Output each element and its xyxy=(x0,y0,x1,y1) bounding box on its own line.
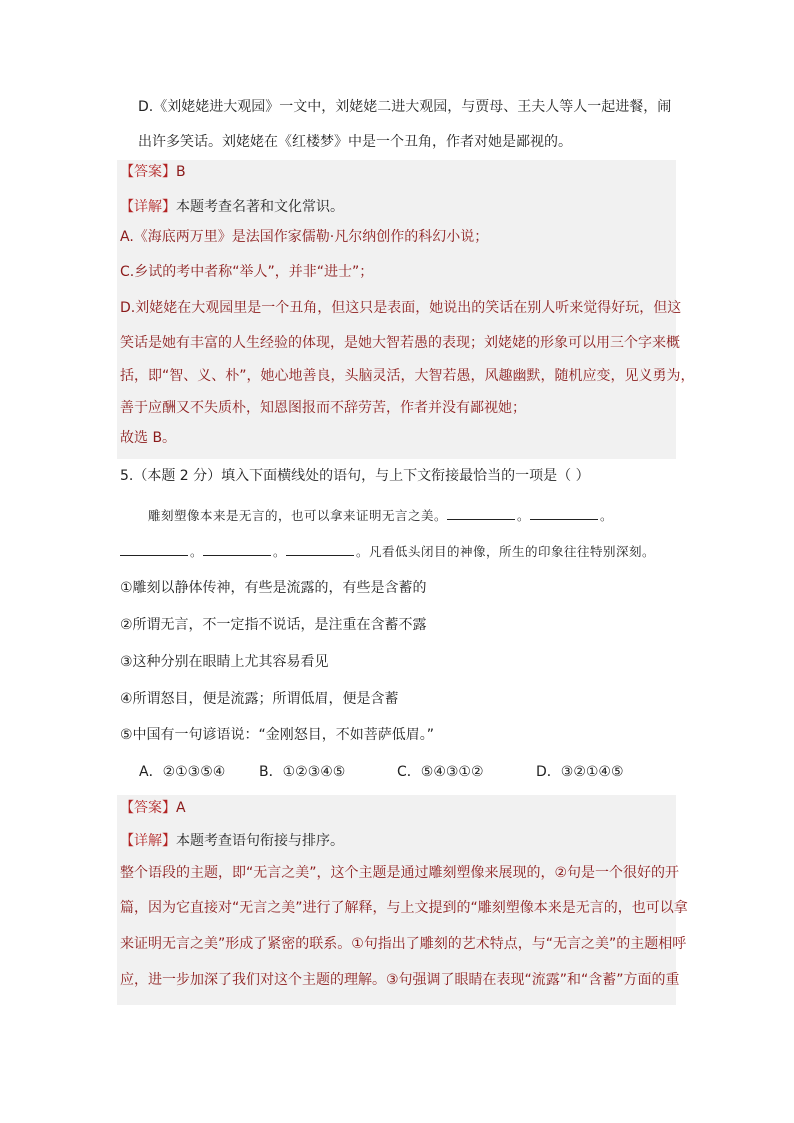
q4-detail-d1: D.刘姥姥在大观园里是一个丑角，但这只是表面，她说出的笑话在别人听来觉得好玩，但这 xyxy=(120,300,682,316)
q5-item-5: ⑤中国有一句谚语说：“金刚怒目，不如菩萨低眉。” xyxy=(120,727,435,743)
q5-choice-d: D．③②①④⑤ xyxy=(536,764,624,780)
q5-choice-c: C．⑤④③①② xyxy=(397,764,484,780)
detail-label: 【详解】 xyxy=(120,833,176,849)
q5-answer-line xyxy=(120,798,186,818)
q5-detail-line xyxy=(120,831,344,851)
q5-passage-line1 xyxy=(148,506,613,526)
q5-item-2: ②所谓无言，不一定指不说话，是注重在含蓄不露 xyxy=(120,617,427,633)
blank-punct: 。 xyxy=(273,544,287,559)
q4-option-d-line1: D.《刘姥姥进大观园》一文中，刘姥姥二进大观园，与贾母、王夫人等人一起进餐，闹 xyxy=(138,99,672,115)
q4-answer-line xyxy=(120,162,186,182)
detail-intro: 本题考查语句衔接与排序。 xyxy=(176,833,344,849)
q5-detail-line3: 来证明无言之美”形成了紧密的联系。①句指出了雕刻的艺术特点，与“无言之美”的主题相呼 xyxy=(120,936,687,952)
q5-detail-line4: 应，进一步加深了我们对这个主题的理解。③句强调了眼睛在表现“流露”和“含蓄”方面的重 xyxy=(120,972,680,988)
q4-detail-d2: 笑话是她有丰富的人生经验的体现，是她大智若愚的表现；刘姥姥的形象可以用三个字来概 xyxy=(120,335,680,351)
passage-tail: 凡看低头闭目的神像，所生的印象往往特别深刻。 xyxy=(369,544,656,559)
passage-text: 雕刻塑像本来是无言的，也可以拿来证明无言之美。 xyxy=(148,508,448,523)
q4-detail-d3: 括，即“智、义、朴”，她心地善良，头脑灵活，大智若愚，风趣幽默，随机应变，见义勇为， xyxy=(120,368,695,384)
q4-option-d-line2: 出许多笑话。刘姥姥在《红楼梦》中是一个丑角，作者对她是鄙视的。 xyxy=(138,134,572,150)
q5-item-1: ①雕刻以静体传神，有些是流露的，有些是含蓄的 xyxy=(120,580,427,596)
answer-label: 【答案】 xyxy=(120,800,176,816)
q5-item-4: ④所谓怒目，便是流露；所谓低眉，便是含蓄 xyxy=(120,691,399,707)
detail-label: 【详解】 xyxy=(120,199,176,215)
q5-detail-line1: 整个语段的主题，即“无言之美”，这个主题是通过雕刻塑像来展现的，②句是一个很好的开 xyxy=(120,865,680,881)
blank-2 xyxy=(530,507,598,520)
q5-passage-line2 xyxy=(120,542,655,562)
blank-punct: 。 xyxy=(600,508,614,523)
detail-intro: 本题考查名著和文化常识。 xyxy=(176,199,344,215)
blank-1 xyxy=(447,507,515,520)
blank-5 xyxy=(286,543,354,556)
answer-value: B xyxy=(176,164,186,180)
answer-label: 【答案】 xyxy=(120,164,176,180)
q4-detail-a: A.《海底两万里》是法国作家儒勒·凡尔纳创作的科幻小说； xyxy=(120,229,489,245)
blank-4 xyxy=(203,543,271,556)
q5-item-3: ③这种分别在眼睛上尤其容易看见 xyxy=(120,654,329,670)
q5-detail-line2: 篇，因为它直接对“无言之美”进行了解释，与上文提到的“雕刻塑像本来是无言的，也可以拿 xyxy=(120,900,688,916)
q5-choice-a: A．②①③⑤④ xyxy=(139,764,226,780)
q5-choice-b: B．①②③④⑤ xyxy=(259,764,346,780)
blank-3 xyxy=(120,543,188,556)
q4-detail-c: C.乡试的考中者称“举人”，并非“进士”； xyxy=(120,264,374,280)
q4-detail-line xyxy=(120,197,344,217)
q5-stem: 5.（本题 2 分）填入下面横线处的语句，与上下文衔接最恰当的一项是（ ） xyxy=(120,468,590,484)
blank-punct: 。 xyxy=(356,544,370,559)
blank-punct: 。 xyxy=(517,508,531,523)
blank-punct: 。 xyxy=(190,544,204,559)
answer-value: A xyxy=(176,800,186,816)
q4-detail-d4: 善于应酬又不失质朴，知恩图报而不辞劳苦，作者并没有鄙视她； xyxy=(120,400,526,416)
q4-conclusion: 故选 B。 xyxy=(120,430,177,446)
